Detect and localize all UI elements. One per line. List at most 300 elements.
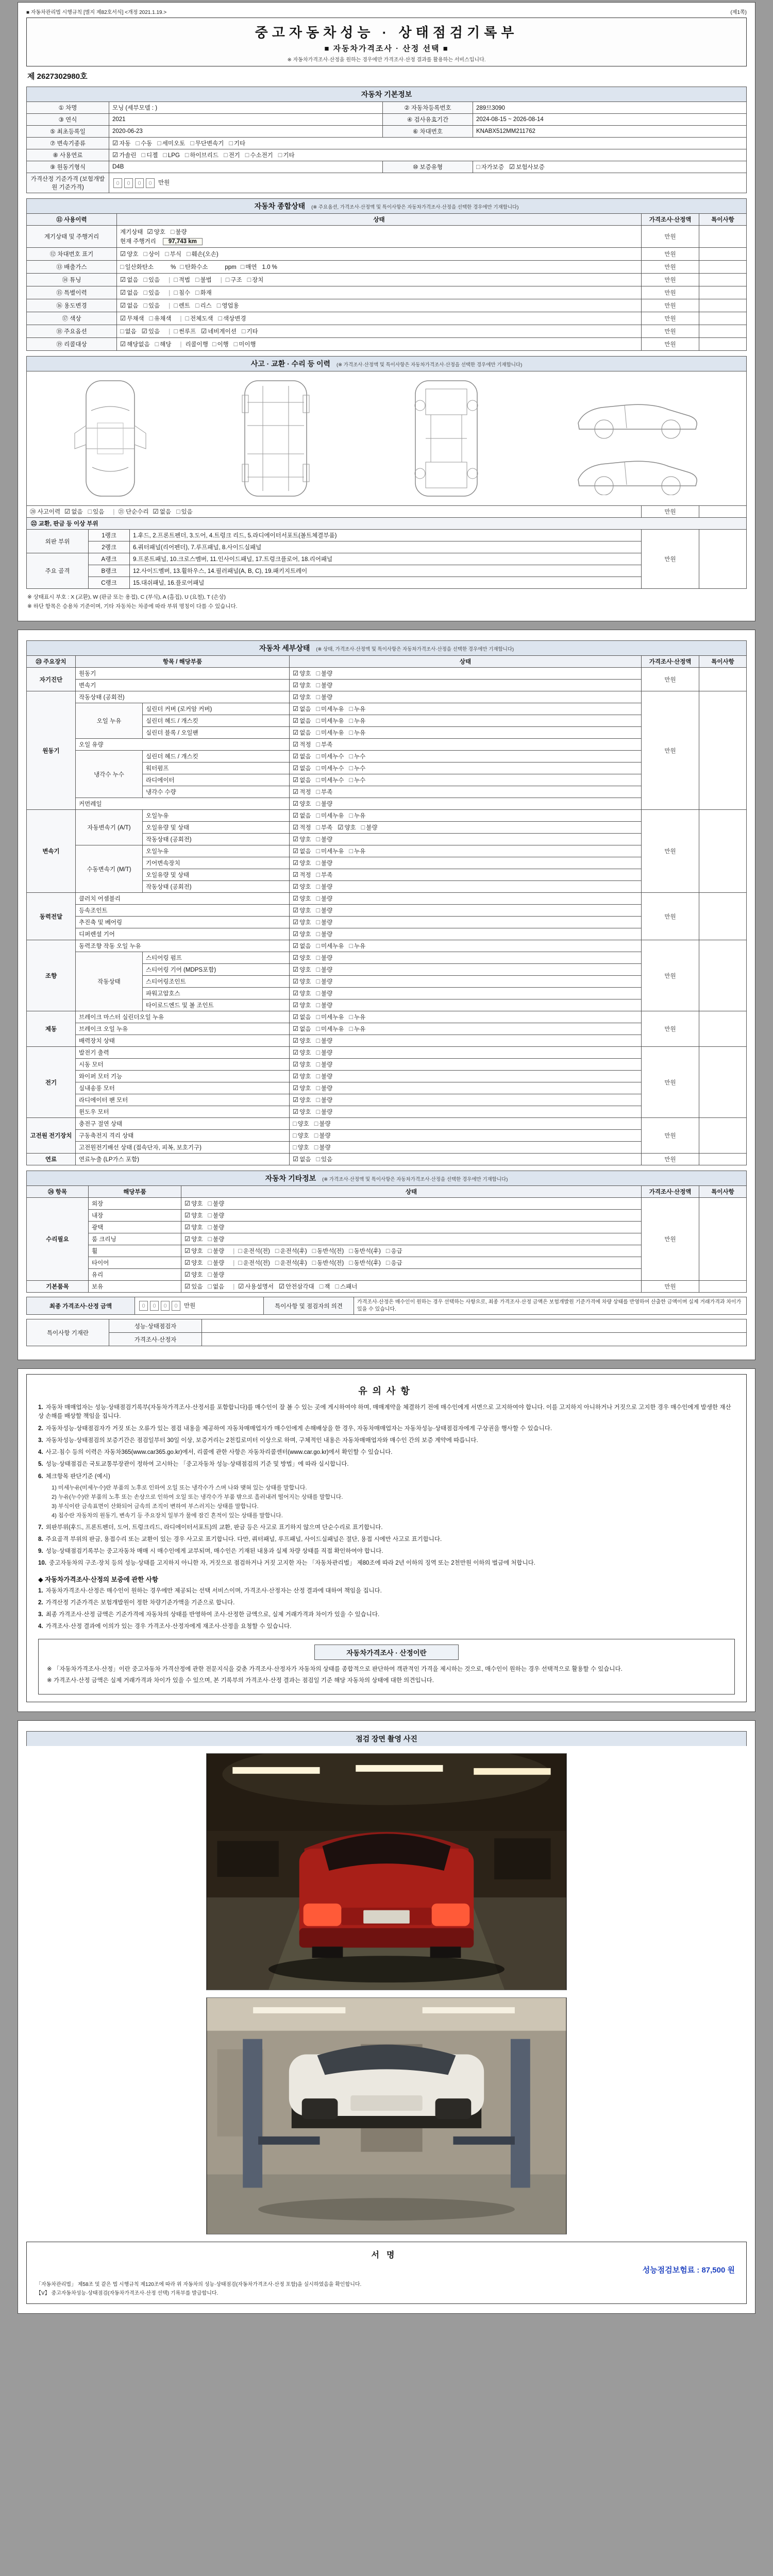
checkbox-option[interactable]: [208, 1270, 224, 1279]
page-detail-state: [18, 630, 755, 1360]
checkbox-option[interactable]: [120, 289, 138, 297]
checkbox-label: 불량: [321, 991, 333, 997]
checkbox-option[interactable]: [316, 871, 332, 879]
checkbox-option[interactable]: [316, 883, 332, 891]
checkbox-icon: ☑: [184, 1259, 191, 1266]
checkbox-option[interactable]: [312, 1247, 344, 1255]
checkbox-icon: □: [180, 263, 184, 270]
checkbox-option[interactable]: [293, 930, 311, 938]
checkbox-option[interactable]: [314, 1143, 331, 1151]
device-subgroup-label: 수동변속기 (M/T): [76, 845, 143, 893]
checkbox-option[interactable]: [349, 705, 365, 713]
checkbox-option[interactable]: [208, 1247, 224, 1255]
checkbox-option[interactable]: [279, 1282, 314, 1291]
checkbox-option[interactable]: [349, 847, 365, 855]
checkbox-icon: □: [316, 776, 320, 784]
checkbox-option[interactable]: [316, 1013, 344, 1021]
checkbox-icon: □: [208, 1224, 212, 1231]
checkbox-option[interactable]: [293, 977, 311, 986]
checkbox-option[interactable]: [208, 1235, 224, 1243]
checkbox-option[interactable]: [316, 918, 332, 926]
checkbox-label: 불량: [366, 825, 378, 831]
checkbox-option[interactable]: [184, 1270, 203, 1279]
checkbox-option[interactable]: [184, 1235, 203, 1243]
checkbox-option[interactable]: [349, 1247, 381, 1255]
checkbox-option[interactable]: [349, 764, 365, 772]
note-cell: [699, 248, 747, 261]
checkbox-option[interactable]: [224, 151, 240, 159]
checkbox-option[interactable]: [112, 139, 130, 147]
state-symbol-legend: ※ 상태표시 부호 : X (교환), W (판금 또는 용접), C (부식), A (흠집), U (요철), T (손상): [27, 594, 226, 600]
checkbox-option[interactable]: [293, 788, 311, 796]
device-subgroup-label: 오일 누유: [76, 703, 143, 739]
checkbox-icon: ☑: [120, 341, 126, 348]
checkbox-option[interactable]: [155, 340, 172, 348]
inline-text: 계기상태: [120, 229, 143, 235]
checkbox-option[interactable]: [212, 340, 229, 348]
checkbox-option[interactable]: [316, 705, 344, 713]
checkbox-icon: ☑: [338, 824, 344, 831]
checkbox-option[interactable]: [293, 800, 311, 808]
checkbox-option[interactable]: [316, 800, 332, 808]
checkbox-option[interactable]: [293, 1143, 309, 1151]
checkbox-option[interactable]: [278, 151, 295, 159]
checkbox-option[interactable]: [509, 163, 545, 171]
document-subtitle: ■ 자동차가격조사 · 산정 선택 ■: [324, 44, 449, 53]
checkbox-option[interactable]: [316, 752, 344, 760]
checkbox-option[interactable]: [208, 1211, 224, 1219]
checkbox-option[interactable]: [174, 289, 190, 297]
checkbox-option[interactable]: [149, 314, 172, 323]
checkbox-option[interactable]: [293, 693, 311, 701]
checkbox-option[interactable]: [187, 250, 219, 258]
field-label: ⑨ 원동기형식: [27, 161, 109, 173]
checkbox-option[interactable]: [195, 301, 212, 310]
checkbox-option[interactable]: [293, 894, 311, 903]
checkbox-option[interactable]: [293, 1096, 311, 1104]
price-digit: 0: [161, 1301, 170, 1311]
checkbox-option[interactable]: [293, 1072, 311, 1080]
checkbox-option[interactable]: [316, 717, 344, 725]
checkbox-option[interactable]: [293, 1060, 311, 1069]
checkbox-option[interactable]: [180, 263, 208, 271]
checkbox-option[interactable]: [208, 1259, 224, 1267]
checkbox-option[interactable]: [293, 705, 311, 713]
inline-text: 현재 주행거리: [120, 239, 156, 245]
checkbox-option[interactable]: [120, 250, 138, 258]
checkbox-label: 부족: [321, 789, 333, 795]
checkbox-option[interactable]: [245, 151, 273, 159]
checkbox-option[interactable]: [293, 728, 311, 737]
checkbox-option[interactable]: [349, 1013, 365, 1021]
checkbox-option[interactable]: [226, 276, 242, 284]
checkbox-label: 양호: [299, 955, 311, 961]
checkbox-option[interactable]: [247, 276, 264, 284]
state-cell: [290, 857, 642, 869]
signature-space[interactable]: [202, 1319, 747, 1333]
warranty-number: 3.: [38, 1612, 43, 1618]
checkbox-option[interactable]: [241, 263, 257, 271]
state-cell: [290, 976, 642, 988]
checkbox-option[interactable]: [293, 1155, 311, 1163]
state-cell: [290, 952, 642, 964]
checkbox-option[interactable]: [349, 717, 365, 725]
checkbox-option[interactable]: [165, 250, 181, 258]
checkbox-option[interactable]: [143, 276, 160, 284]
checkbox-option[interactable]: [208, 1282, 224, 1291]
checkbox-option[interactable]: [316, 1001, 332, 1009]
checkbox-option[interactable]: [293, 954, 311, 962]
checkbox-option[interactable]: [293, 1131, 309, 1140]
checkbox-option[interactable]: [316, 728, 344, 737]
price-survey-info-title: 자동차가격조사 · 산정이란: [314, 1645, 459, 1660]
checkbox-option[interactable]: [293, 681, 311, 689]
column-state: 상태: [117, 214, 642, 226]
checkbox-option[interactable]: [174, 276, 190, 284]
checkbox-label: 양호: [299, 967, 311, 973]
checkbox-icon: ☑: [293, 919, 299, 926]
basic-row: [27, 126, 747, 138]
checkbox-option[interactable]: [316, 1060, 332, 1069]
notice-item: [38, 1535, 735, 1544]
checkbox-option[interactable]: [293, 823, 311, 832]
checkbox-option[interactable]: [293, 717, 311, 725]
checkbox-option[interactable]: [293, 835, 311, 843]
checkbox-option[interactable]: [316, 776, 344, 784]
checkbox-option[interactable]: [386, 1247, 402, 1255]
checkbox-option[interactable]: [293, 740, 311, 749]
checkbox-option[interactable]: [64, 507, 82, 516]
checkbox-option[interactable]: [293, 1025, 311, 1033]
state-line: [120, 288, 638, 297]
state-cell: [290, 680, 642, 691]
checkbox-option[interactable]: [316, 835, 332, 843]
checkbox-option[interactable]: [234, 340, 256, 348]
checkbox-option[interactable]: [349, 942, 365, 950]
checkbox-icon: ☑: [293, 824, 299, 831]
checkbox-option[interactable]: [316, 669, 332, 677]
checkbox-option[interactable]: [218, 314, 246, 323]
rank-parts: 9.프론트패널, 10.크로스멤버, 11.인사이드패널, 17.트렁크플로어, 18.리어패널: [130, 553, 642, 565]
sign-row: [27, 1333, 747, 1346]
checkbox-option[interactable]: [184, 1259, 203, 1267]
notices-box: [26, 1374, 747, 1702]
checkbox-option[interactable]: [293, 989, 311, 997]
checkbox-option[interactable]: [316, 1155, 332, 1163]
checkbox-option[interactable]: [184, 1247, 203, 1255]
checkbox-option[interactable]: [316, 954, 332, 962]
checkbox-icon: □: [174, 328, 178, 335]
notice-text: 외판부위(후드, 프론트펜더, 도어, 트렁크리드, 라디에이터서포트)의 교환, 판금 등은 사고로 표기하지 않으며 단순수리로 표기합니다.: [45, 1524, 383, 1531]
checkbox-icon: □: [238, 1247, 242, 1255]
checkbox-option[interactable]: [143, 250, 160, 258]
checkbox-option[interactable]: [293, 776, 311, 784]
checkbox-option[interactable]: [242, 327, 258, 335]
basic-row: [27, 138, 747, 149]
checkbox-option[interactable]: [316, 788, 332, 796]
checkbox-option[interactable]: [112, 151, 137, 159]
checkbox-option[interactable]: [143, 301, 160, 310]
checkbox-label: 미이행: [239, 342, 256, 348]
section-basic-label: 자동차 기본정보: [361, 90, 412, 98]
checkbox-icon: □: [316, 859, 320, 867]
checkbox-option[interactable]: [174, 301, 190, 310]
checkbox-option[interactable]: [316, 1096, 332, 1104]
checkbox-option[interactable]: [314, 1120, 331, 1128]
checkbox-option[interactable]: [238, 1259, 270, 1267]
checkbox-option[interactable]: [293, 764, 311, 772]
checkbox-option[interactable]: [185, 314, 213, 323]
checkbox-label: 불량: [319, 1121, 331, 1127]
checkbox-label: 양호: [344, 825, 356, 831]
checkbox-option[interactable]: [293, 1037, 311, 1045]
checkbox-label: 부족: [321, 872, 333, 878]
checkbox-option[interactable]: [238, 1247, 270, 1255]
signature-space[interactable]: [202, 1333, 747, 1346]
checkbox-icon: □: [245, 151, 249, 159]
page-photos-signature: [18, 1720, 755, 2314]
checkbox-option[interactable]: [316, 894, 332, 903]
note-cell: [699, 286, 747, 299]
checkbox-option[interactable]: [338, 823, 356, 832]
checkbox-icon: □: [316, 930, 320, 938]
checkbox-option[interactable]: [316, 1084, 332, 1092]
sign-row: [27, 1319, 747, 1333]
checkbox-icon: □: [316, 907, 320, 914]
checkbox-option[interactable]: [349, 752, 365, 760]
note-cell: [699, 810, 747, 893]
checkbox-option[interactable]: [316, 823, 332, 832]
checkbox-icon: □: [385, 1259, 390, 1266]
checkbox-option[interactable]: [238, 1282, 274, 1291]
checkbox-option[interactable]: [229, 139, 245, 147]
checkbox-option[interactable]: [201, 327, 237, 335]
state-cell: [117, 286, 642, 299]
etc-info-table: [26, 1185, 747, 1293]
checkbox-option[interactable]: [316, 977, 332, 986]
checkbox-option[interactable]: [293, 918, 311, 926]
checkbox-option[interactable]: [120, 340, 150, 348]
checkbox-option[interactable]: [171, 228, 187, 236]
checkbox-icon: ☑: [293, 800, 299, 807]
checkbox-option[interactable]: [142, 327, 160, 335]
checkbox-option[interactable]: [157, 139, 185, 147]
checkbox-option[interactable]: [293, 1001, 311, 1009]
checkbox-option[interactable]: [120, 263, 154, 271]
checkbox-option[interactable]: [142, 151, 158, 159]
checkbox-label: 무채색: [127, 316, 144, 322]
checkbox-option[interactable]: [316, 740, 332, 749]
checkbox-option[interactable]: [335, 1282, 357, 1291]
state-cell: [290, 798, 642, 810]
checkbox-label: 불량: [321, 1097, 333, 1104]
checkbox-option[interactable]: [120, 327, 137, 335]
checkbox-option[interactable]: [316, 1025, 344, 1033]
checkbox-option[interactable]: [361, 823, 378, 832]
checkbox-icon: □: [316, 1061, 320, 1068]
checkbox-label: 있음: [148, 277, 160, 283]
checkbox-option[interactable]: [184, 1223, 203, 1231]
checkbox-option[interactable]: [293, 1048, 311, 1057]
checkbox-option[interactable]: [386, 1259, 402, 1267]
checkbox-option[interactable]: [349, 1259, 381, 1267]
checkbox-option[interactable]: [190, 139, 224, 147]
checkbox-option[interactable]: [153, 507, 171, 516]
checkbox-icon: □: [316, 812, 320, 819]
checkbox-option[interactable]: [316, 930, 332, 938]
checkbox-option[interactable]: [217, 301, 239, 310]
checkbox-option[interactable]: [195, 289, 212, 297]
device-item: 실린더 헤드 / 개스킷: [143, 751, 290, 762]
checkbox-option[interactable]: [275, 1259, 307, 1267]
device-item: 커먼레일: [76, 798, 290, 810]
checkbox-option[interactable]: [293, 669, 311, 677]
checkbox-option[interactable]: [312, 1259, 344, 1267]
checkbox-option[interactable]: [185, 151, 219, 159]
checkbox-option[interactable]: [316, 1037, 332, 1045]
checkbox-option[interactable]: [293, 752, 311, 760]
checkbox-option[interactable]: [293, 906, 311, 914]
checkbox-label: 침수: [178, 290, 190, 296]
checkbox-icon: □: [195, 289, 199, 296]
checkbox-option[interactable]: [293, 1108, 311, 1116]
checkbox-option[interactable]: [136, 139, 152, 147]
composite-header-row: [27, 214, 747, 226]
note-cell: [699, 1281, 747, 1293]
checkbox-label: 적정: [299, 825, 311, 831]
device-item: 오일누유: [143, 845, 290, 857]
checkbox-label: 일산화탄소: [125, 264, 154, 270]
divider: |: [169, 290, 171, 296]
checkbox-option[interactable]: [316, 1108, 332, 1116]
checkbox-icon: □: [316, 919, 320, 926]
checkbox-option[interactable]: [476, 163, 504, 171]
checkbox-option[interactable]: [316, 764, 344, 772]
notice-subitem: 2) 누유(누수)란 부품의 노후 또는 손상으로 인하여 오일 또는 냉각수가 부품 밖으로 흘러내려 떨어지는 상태를 말합니다.: [52, 1494, 343, 1500]
checkbox-icon: ☑: [293, 1096, 299, 1104]
checkbox-option[interactable]: [184, 1282, 203, 1291]
checkbox-icon: ☑: [112, 151, 119, 159]
price-cell: 만원: [642, 286, 699, 299]
checkbox-option[interactable]: [316, 859, 332, 867]
checkbox-option[interactable]: [184, 1199, 203, 1208]
state-cell: [290, 1023, 642, 1035]
checkbox-option[interactable]: [316, 965, 332, 974]
checkbox-label: 있음: [148, 303, 160, 309]
checkbox-option[interactable]: [195, 276, 212, 284]
checkbox-option[interactable]: [293, 871, 311, 879]
checkbox-option[interactable]: [176, 507, 193, 516]
checkbox-option[interactable]: [316, 693, 332, 701]
checkbox-option[interactable]: [275, 1247, 307, 1255]
device-group-label: 고전원 전기장치: [27, 1118, 76, 1154]
checkbox-label: 양호: [154, 229, 165, 235]
checkbox-icon: ☑: [293, 741, 299, 748]
checkbox-option[interactable]: [314, 1131, 331, 1140]
checkbox-option[interactable]: [163, 151, 180, 159]
checkbox-option[interactable]: [316, 1048, 332, 1057]
composite-row: [27, 248, 747, 261]
checkbox-option[interactable]: [88, 507, 105, 516]
checkbox-icon: □: [316, 741, 320, 748]
device-row: [27, 798, 747, 810]
checkbox-label: 불법: [200, 277, 212, 283]
checkbox-option[interactable]: [316, 847, 344, 855]
checkbox-option[interactable]: [349, 776, 365, 784]
warranty-item: [38, 1599, 735, 1607]
checkbox-option[interactable]: [174, 327, 196, 335]
checkbox-option[interactable]: [293, 847, 311, 855]
checkbox-option[interactable]: [208, 1199, 224, 1208]
checkbox-option[interactable]: [120, 314, 144, 323]
checkbox-label: 불량: [319, 1133, 331, 1139]
checkbox-option[interactable]: [293, 1013, 311, 1021]
warranty-number: 1.: [38, 1587, 43, 1594]
option-cell: [473, 161, 747, 173]
device-row: [27, 952, 747, 964]
checkbox-option[interactable]: [316, 942, 344, 950]
checkbox-option[interactable]: [293, 811, 311, 820]
device-item: 윈도우 모터: [76, 1106, 290, 1118]
checkbox-option[interactable]: [293, 1120, 309, 1128]
state-cell: [117, 226, 642, 248]
column-item: 항목 / 해당부품: [76, 656, 290, 668]
checkbox-icon: ☑: [293, 1037, 299, 1044]
notice-item: [38, 1523, 735, 1532]
checkbox-option[interactable]: [293, 883, 311, 891]
device-item: 스티어링 펌프: [143, 952, 290, 964]
checkbox-option[interactable]: [208, 1223, 224, 1231]
checkbox-label: 수소전기: [250, 152, 273, 159]
checkbox-option[interactable]: [143, 289, 160, 297]
checkbox-option[interactable]: [293, 859, 311, 867]
checkbox-option[interactable]: [316, 811, 344, 820]
checkbox-option[interactable]: [293, 965, 311, 974]
checkbox-option[interactable]: [120, 301, 138, 310]
device-item: 실린더 헤드 / 개스킷: [143, 715, 290, 727]
checkbox-option[interactable]: [316, 681, 332, 689]
state-cell: [181, 1233, 642, 1245]
checkbox-option[interactable]: [320, 1282, 330, 1291]
checkbox-option[interactable]: [293, 1084, 311, 1092]
checkbox-option[interactable]: [293, 942, 311, 950]
form-reference: ■ 자동차관리법 시행규칙 [별지 제82호서식] <개정 2021.1.19.>: [26, 10, 167, 15]
checkbox-option[interactable]: [120, 276, 138, 284]
notice-number: 2.: [38, 1425, 43, 1432]
checkbox-icon: □: [275, 1259, 279, 1266]
warranty-item: [38, 1587, 735, 1596]
checkbox-option[interactable]: [349, 811, 365, 820]
price-cell: 만원: [642, 691, 699, 810]
checkbox-option[interactable]: [316, 1072, 332, 1080]
checkbox-option[interactable]: [349, 1025, 365, 1033]
checkbox-label: 영업용: [222, 303, 239, 309]
device-item: 스티어링 기어 (MDPS포함): [143, 964, 290, 976]
price-cell: 만원: [642, 668, 699, 691]
sign-role-label: 가격조사·산정자: [109, 1333, 202, 1346]
info-box-paragraph: ※ 가격조사·산정 금액은 실제 거래가격과 차이가 있을 수 있으며, 본 기록부의 가격조사·산정 결과는 점검일 기준 해당 자동차의 상태에 대한 의견입니다.: [47, 1677, 434, 1684]
checkbox-option[interactable]: [316, 989, 332, 997]
checkbox-icon: □: [218, 315, 222, 322]
checkbox-option[interactable]: [184, 1211, 203, 1219]
checkbox-option[interactable]: [316, 906, 332, 914]
checkbox-option[interactable]: [147, 228, 165, 236]
divider: |: [180, 342, 182, 348]
checkbox-option[interactable]: [349, 728, 365, 737]
checkbox-icon: □: [229, 140, 233, 147]
row-label: ⑮ 특별이력: [27, 286, 117, 299]
checkbox-icon: □: [170, 228, 175, 235]
